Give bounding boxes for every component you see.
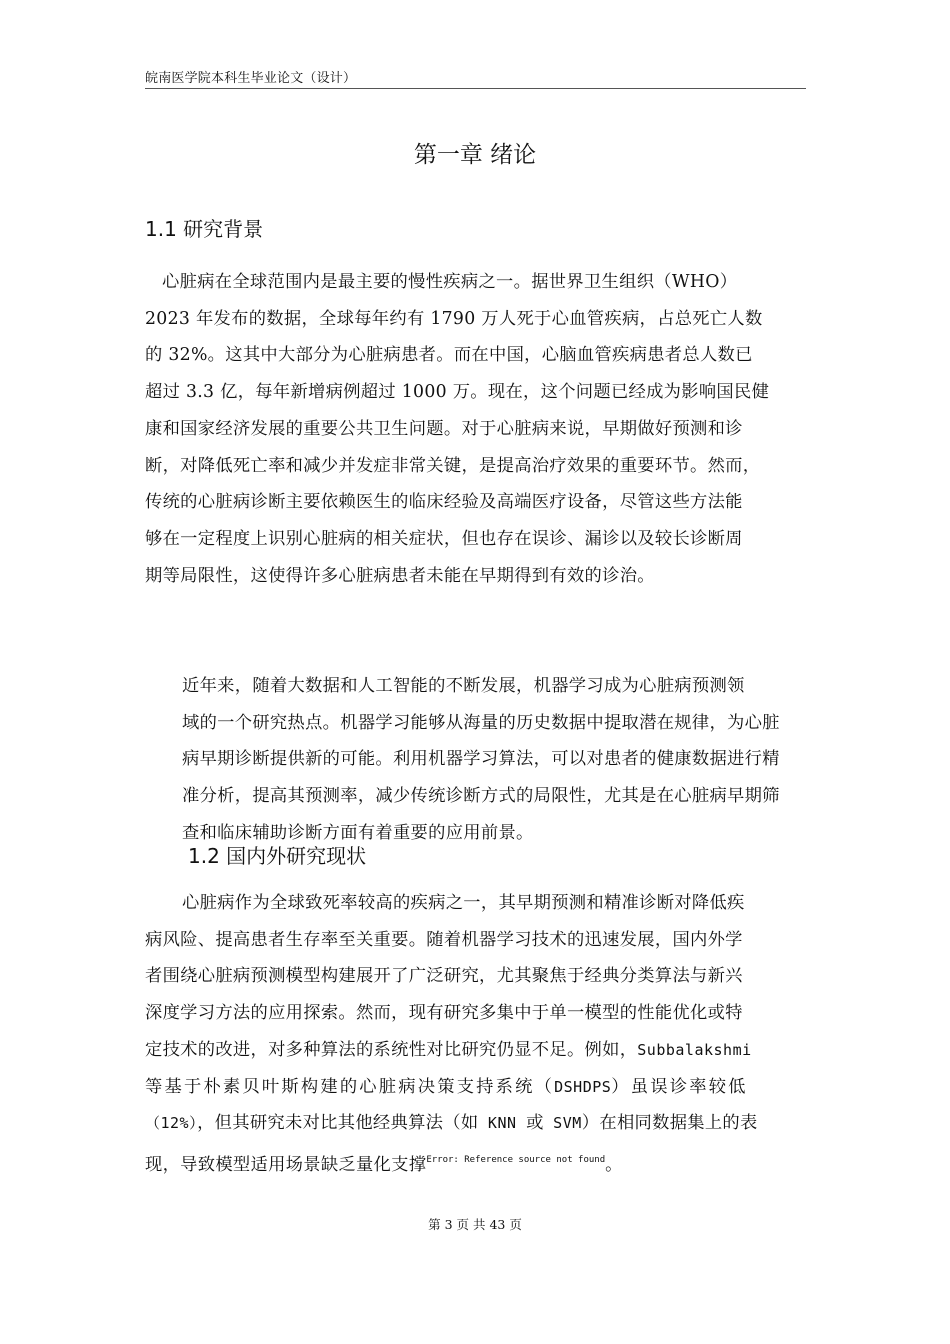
text-line: 心脏病在全球范围内是最主要的慢性疾病之一。据世界卫生组织（WHO） [162, 272, 738, 292]
text-line: 期等局限性，这使得许多心脏病患者未能在早期得到有效的诊治。 [145, 565, 655, 586]
text-line: 2023 年发布的数据，全球每年约有 1790 万人死于心血管疾病，占总死亡人数 [145, 308, 763, 329]
text-segment: ，但其研究未对比其他经典算法（如 [197, 1113, 479, 1134]
text-line: 康和国家经济发展的重要公共卫生问题。对于心脏病来说，早期做好预测和诊 [145, 418, 743, 439]
text-line: 近年来，随着大数据和人工智能的不断发展，机器学习成为心脏病预测领 [182, 676, 745, 696]
text-segment: 或 [526, 1113, 544, 1134]
system-acronym: DSHDPS [554, 1077, 612, 1096]
text-line: 超过 3.3 亿，每年新增病例超过 1000 万。现在，这个问题已经成为影响国民健 [145, 382, 770, 403]
text-line: 够在一定程度上识别心脏病的相关症状，但也存在误诊、漏诊以及较长诊断周 [145, 528, 743, 549]
text-segment: ）在相同数据集上的表 [581, 1113, 758, 1134]
section-heading-1-2: 1.2 国内外研究现状 [188, 844, 367, 868]
text-line [145, 1032, 821, 1069]
text-line: 病风险、提高患者生存率至关重要。随着机器学习技术的迅速发展，国内外学 [145, 929, 743, 950]
text-line [145, 1105, 821, 1142]
paragraph-background-1 [145, 264, 821, 594]
text-line: 者围绕心脏病预测模型构建展开了广泛研究，尤其聚焦于经典分类算法与新兴 [145, 966, 743, 987]
running-header: 皖南医学院本科生毕业论文（设计） [145, 67, 806, 89]
text-line [145, 1069, 821, 1106]
algorithm-svm: SVM [543, 1114, 582, 1133]
author-name: Subbalakshmi [637, 1040, 752, 1059]
text-segment: 。 [605, 1154, 623, 1175]
broken-reference-citation[interactable]: Error: Reference source not found [426, 1154, 606, 1165]
error-rate: （12%） [145, 1114, 198, 1133]
text-segment: 等基于朴素贝叶斯构建的心脏病决策支持系统（ [145, 1076, 555, 1097]
section-heading-1-1: 1.1 研究背景 [145, 217, 264, 241]
text-segment: ）虽误诊率较低 [611, 1076, 748, 1097]
algorithm-knn: KNN [478, 1114, 527, 1133]
text-line: 的 32%。这其中大部分为心脏病患者。而在中国，心脑血管疾病患者总人数已 [145, 345, 753, 366]
text-line: 传统的心脏病诊断主要依赖医生的临床经验及高端医疗设备，尽管这些方法能 [145, 492, 743, 513]
paragraph-research-status [145, 885, 821, 1184]
text-line: 准分析，提高其预测率，减少传统诊断方式的局限性，尤其是在心脏病早期筛 [182, 786, 780, 807]
text-line: 深度学习方法的应用探索。然而，现有研究多集中于单一模型的性能优化或特 [145, 1003, 743, 1024]
page-number-footer: 第 3 页 共 43 页 [428, 1217, 522, 1232]
text-line: 病早期诊断提供新的可能。利用机器学习算法，可以对患者的健康数据进行精 [182, 749, 780, 770]
text-segment: 现，导致模型适用场景缺乏量化支撑 [145, 1154, 427, 1175]
text-line: 心脏病作为全球致死率较高的疾病之一，其早期预测和精准诊断对降低疾 [182, 893, 745, 913]
text-line: 查和临床辅助诊断方面有着重要的应用前景。 [182, 822, 534, 843]
text-line: 断，对降低死亡率和减少并发症非常关键，是提高治疗效果的重要环节。然而， [145, 455, 761, 476]
paragraph-background-2 [145, 668, 821, 852]
text-segment: 定技术的改进，对多种算法的系统性对比研究仍显不足。例如， [145, 1039, 638, 1060]
text-line [145, 1142, 821, 1184]
text-line: 域的一个研究热点。机器学习能够从海量的历史数据中提取潜在规律，为心脏 [182, 712, 780, 733]
chapter-title: 第一章 绪论 [413, 142, 537, 168]
